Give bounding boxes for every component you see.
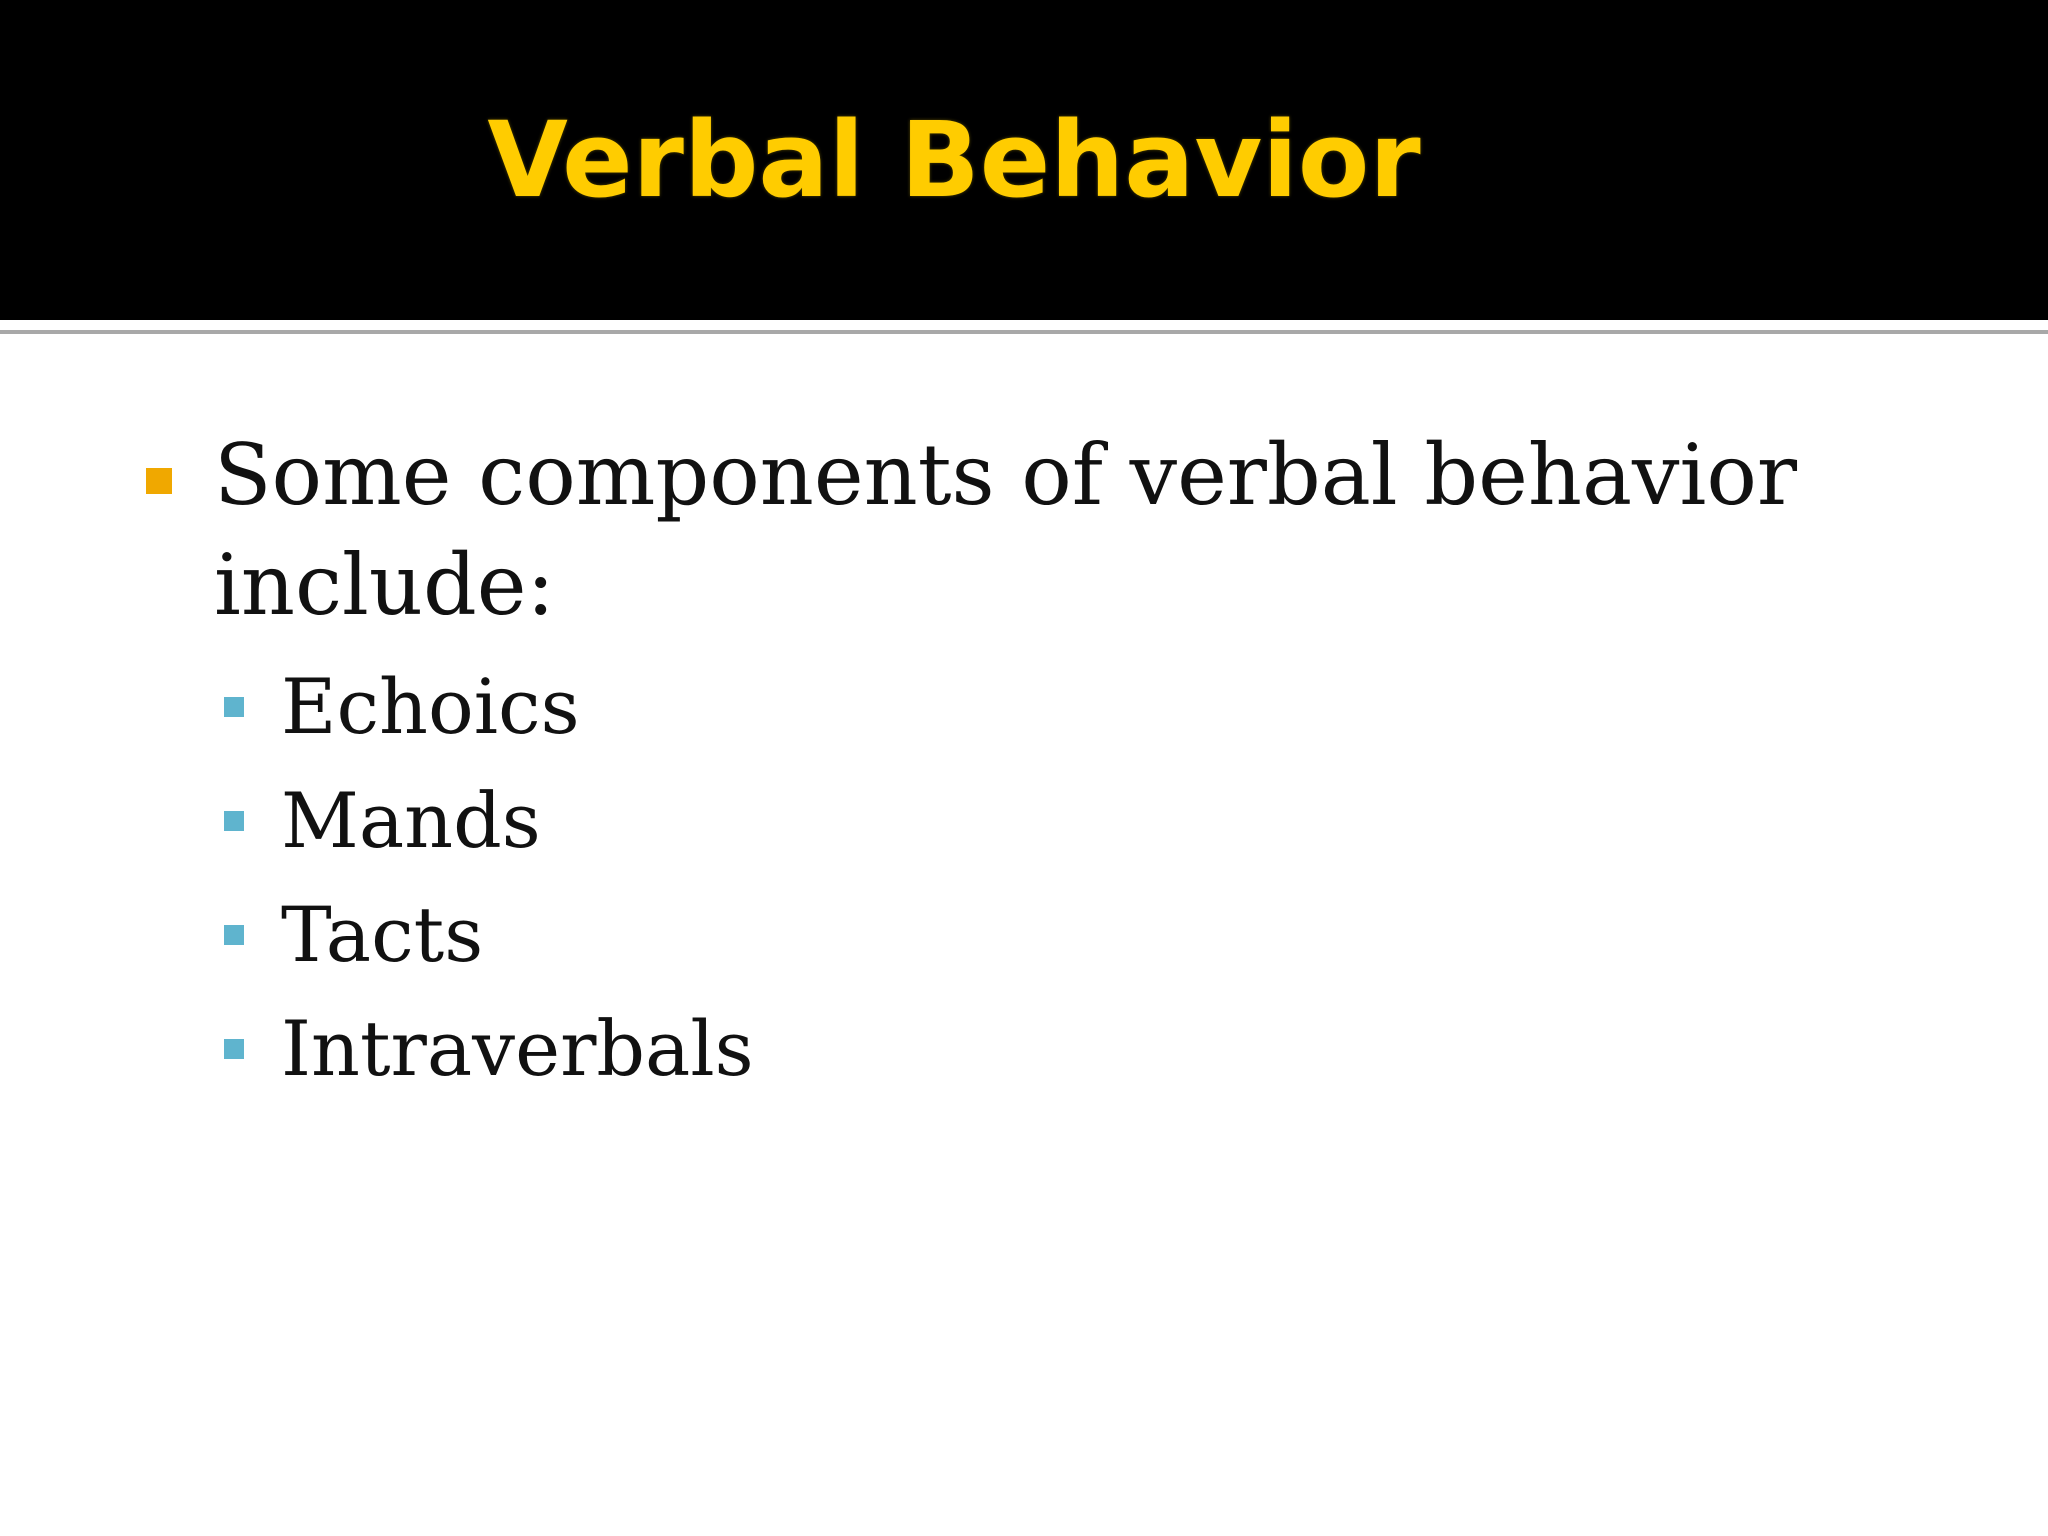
list-item — [146, 878, 1946, 992]
square-bullet-icon — [146, 468, 172, 494]
list-item — [146, 650, 1946, 764]
sub-bullet-label: Echoics — [281, 662, 580, 751]
sub-bullet-list — [146, 650, 1946, 1106]
slide-content — [146, 420, 1946, 1106]
main-bullet — [146, 420, 1946, 640]
sub-bullet-label: Intraverbals — [281, 1004, 754, 1093]
sub-bullet-label: Tacts — [281, 890, 484, 979]
title-bar — [0, 0, 2048, 320]
title-divider-line — [0, 330, 2048, 334]
main-bullet-text-line1: Some components of verbal behavior — [214, 426, 1798, 524]
main-bullet-text-line2: include: — [214, 536, 555, 634]
slide-title: Verbal Behavior — [487, 99, 1421, 221]
title-divider-white — [0, 320, 2048, 330]
square-bullet-icon — [224, 697, 244, 717]
list-item — [146, 764, 1946, 878]
square-bullet-icon — [224, 811, 244, 831]
square-bullet-icon — [224, 1039, 244, 1059]
square-bullet-icon — [224, 925, 244, 945]
sub-bullet-label: Mands — [281, 776, 541, 865]
list-item — [146, 992, 1946, 1106]
